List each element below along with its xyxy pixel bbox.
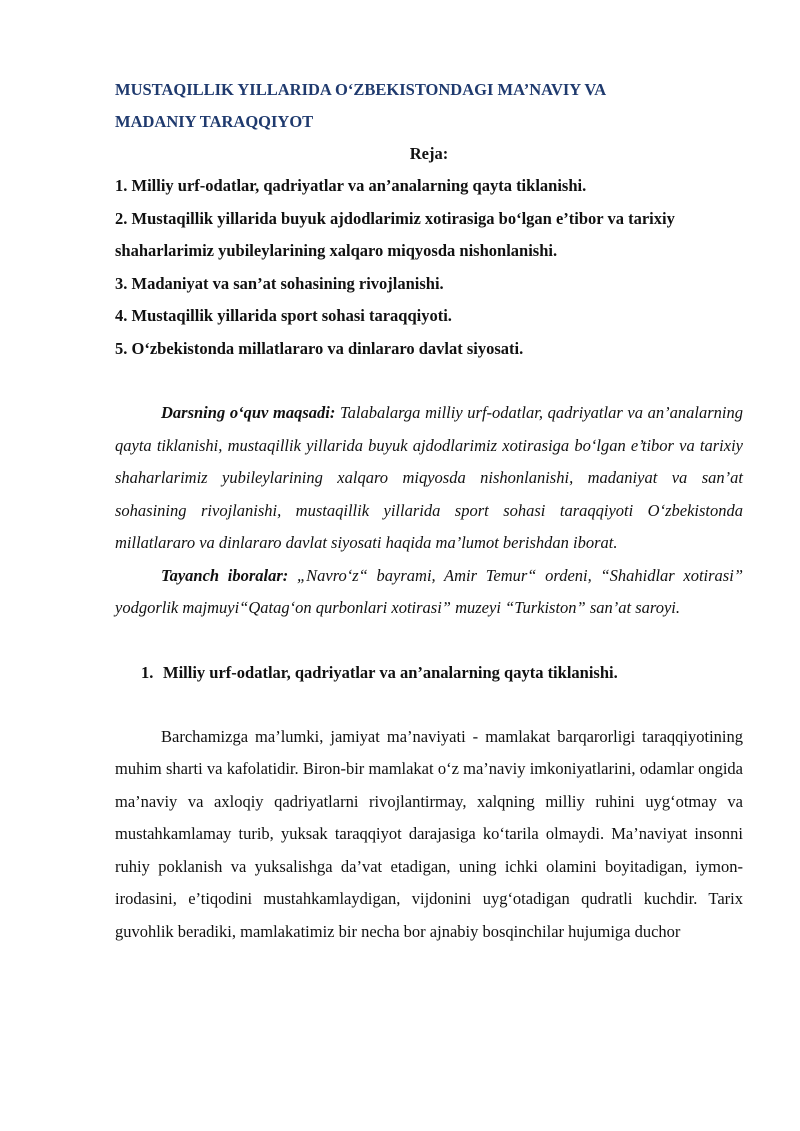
plan-heading: Reja: [409, 144, 449, 163]
plan-item: 3. Madaniyat va san’at sohasining rivojlanishi. [115, 273, 444, 293]
plan-list [115, 170, 743, 365]
blank-line [115, 689, 743, 721]
body-paragraph: Barchamizga ma’lumki, jamiyat ma’naviyati - mamlakat barqarorligi taraqqiyotining muhim sharti va kafolatidir. Biron-bir mamlakat o‘z ma’naviy imkoniyatlarini, odamlar ongida ma’naviy va axloqiy qadriyatlarni rivojlantirmay, xalqning milliy ruhini uyg‘otmay va mustahkamlamay turib, yuksak taraqqiyot darajasiga ko‘tarila olmaydi. Ma’naviyat insonni ruhiy poklanish va yuksalishga da’vat etadigan, uning ichki olamini boyitadigan, iymon-irodasini, e’tiqodini mustahkamlaydigan, vijdonini uyg‘otadigan qudratli kuchdir. Tarix guvohlik beradiki, mamlakatimiz bir necha bor ajnabiy bosqinchilar hujumiga duchor [115, 726, 743, 941]
title-line-1: MUSTAQILLIK YILLARIDA O‘ZBEKISTONDAGI MA’NAVIY VA [115, 80, 607, 99]
lesson-goal-text: Talabalarga milliy urf-odatlar, qadriyatlar va an’analarning qayta tiklanishi, mustaqillik yillarida buyuk ajdodlarimiz xotirasiga bo‘lgan e’tibor va tarixiy shaharlarimiz yubileylarining xalqaro miqyosda nishonlanishi, madaniyat va san’at sohasining rivojlanishi, mustaqillik yillarida sport sohasi taraqqiyoti O‘zbekistonda millatlararo va dinlararo davlat siyosati haqida ma’lumot berishdan iborat. [115, 403, 743, 552]
lesson-goal-paragraph [115, 397, 743, 560]
section-number: 1. [141, 662, 154, 682]
blank-line [115, 365, 743, 397]
section-heading [115, 657, 743, 689]
document-title [115, 74, 743, 138]
blank-line [115, 625, 743, 657]
plan-item: 5. O‘zbekistonda millatlararo va dinlararo davlat siyosati. [115, 338, 524, 358]
plan-item: 1. Milliy urf-odatlar, qadriyatlar va an’analarning qayta tiklanishi. [115, 176, 587, 195]
section-title: Milliy urf-odatlar, qadriyatlar va an’analarning qayta tiklanishi. [163, 662, 618, 682]
keywords-text: „Navro‘z“ bayrami, Amir Temur“ ordeni, “Shahidlar xotirasi” yodgorlik majmuyi“Qatag‘on qurbonlari xotirasi” muzeyi “Turkiston” san’at saroyi. [115, 565, 743, 617]
document-page [115, 74, 743, 948]
keywords-label: Tayanch iboralar: [161, 565, 289, 585]
plan-item: 4. Mustaqillik yillarida sport sohasi taraqqiyoti. [115, 306, 452, 325]
lesson-goal-label: Darsning o‘quv maqsadi: [161, 403, 336, 422]
title-line-2: MADANIY TARAQQIYOT [115, 112, 314, 131]
plan-item: 2. Mustaqillik yillarida buyuk ajdodlarimiz xotirasiga bo‘lgan e’tibor va tarixiy shaharlarimiz yubileylarining xalqaro miqyosda nishonlanishi. [115, 208, 675, 260]
keywords-paragraph [115, 560, 743, 625]
